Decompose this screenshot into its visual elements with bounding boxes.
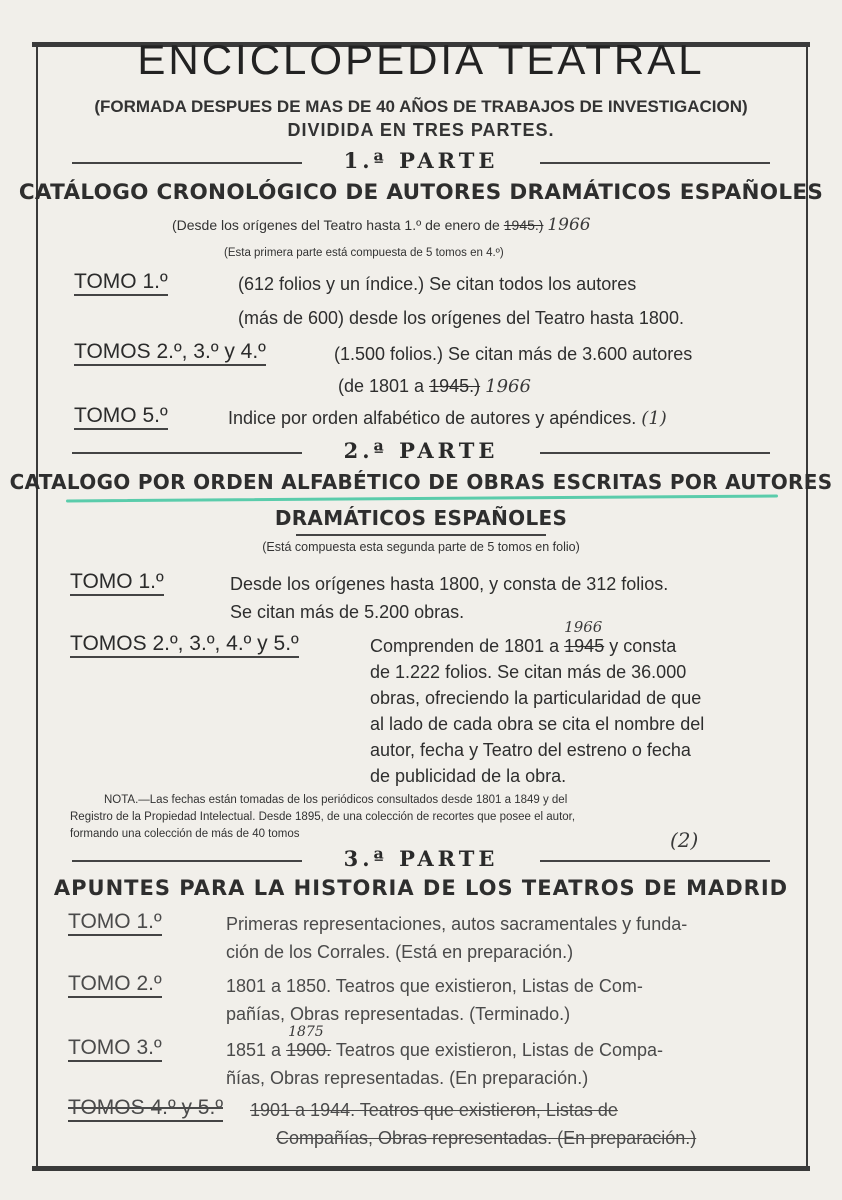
nota-line2: Registro de la Propiedad Intelectual. Desde 1895, de una colección de recortes que posee el autor, bbox=[70, 811, 576, 823]
part3-heading: APUNTES PARA LA HISTORIA DE LOS TEATROS DE MADRID bbox=[53, 876, 789, 900]
part1-tomo5-line1: Indice por orden alfabético de autores y apéndices. (1) bbox=[228, 408, 667, 429]
part1-tomo1-label: TOMO 1.º bbox=[74, 270, 168, 294]
part3-tomo1-line1: Primeras representaciones, autos sacramentales y funda- bbox=[226, 914, 688, 934]
part2-tomos2345-line1: Comprenden de 1801 a 1945 1966 y consta bbox=[370, 618, 677, 656]
part2-tomo1-line2: Se citan más de 5.200 obras. bbox=[230, 602, 465, 622]
page-title: ENCICLOPEDIA TEATRAL bbox=[137, 36, 705, 83]
part3-tomo2-line2: pañías, Obras representadas. (Terminado.) bbox=[226, 1004, 571, 1024]
part1-note1: (Desde los orígenes del Teatro hasta 1.º de enero de 1945.) 1966 bbox=[172, 215, 591, 235]
part1-tomo5-label: TOMO 5.º bbox=[74, 404, 168, 428]
part2-tomos2345-line2: de 1.222 folios. Se citan más de 36.000 bbox=[370, 662, 687, 682]
part1-heading: CATÁLOGO CRONOLÓGICO DE AUTORES DRAMÁTICOS ESPAÑOLES bbox=[18, 180, 824, 205]
part3-tomo1-line2: ción de los Corrales. (Está en preparación.) bbox=[226, 942, 574, 962]
part2-tomos2345-line5: autor, fecha y Teatro del estreno o fecha bbox=[370, 740, 691, 760]
part3-tomos45-label: TOMOS 4.º y 5.º bbox=[68, 1096, 223, 1120]
part2-heading-line1: CATALOGO POR ORDEN ALFABÉTICO DE OBRAS ESCRITAS POR AUTORES bbox=[9, 470, 833, 494]
part1-label: 1.ª PARTE bbox=[343, 148, 499, 173]
part2-tomos2345-line3: obras, ofreciendo la particularidad de que bbox=[370, 688, 702, 708]
part1-tomo1-line2: (más de 600) desde los orígenes del Teatro hasta 1800. bbox=[238, 308, 684, 328]
part3-tomo2-line1: 1801 a 1850. Teatros que existieron, Listas de Com- bbox=[226, 976, 643, 996]
part2-tomos2345-line4: al lado de cada obra se cita el nombre del bbox=[370, 714, 705, 734]
bottom-border bbox=[32, 1166, 810, 1171]
right-border bbox=[806, 47, 808, 1166]
part2-rule-under bbox=[296, 534, 546, 536]
part3-tomo2-label: TOMO 2.º bbox=[68, 972, 162, 996]
part3-tomo1-label: TOMO 1.º bbox=[68, 910, 162, 934]
part1-note2: (Esta primera parte está compuesta de 5 tomos en 4.º) bbox=[224, 247, 504, 259]
subtitle-formada: (FORMADA DESPUES DE MAS DE 40 AÑOS DE TRABAJOS DE INVESTIGACION) bbox=[94, 97, 748, 116]
part3-label: 3.ª PARTE bbox=[343, 846, 499, 871]
nota-handwritten-mark: (2) bbox=[670, 828, 699, 852]
part3-tomos45-line2: Compañías, Obras representadas. (En preparación.) bbox=[276, 1128, 697, 1148]
part2-tomos2345-line6: de publicidad de la obra. bbox=[370, 766, 567, 786]
green-highlight-underline bbox=[66, 495, 778, 503]
part2-tomo1-label: TOMO 1.º bbox=[70, 570, 164, 594]
part3-tomo3-line1: 1851 a 1900. 1875 Teatros que existieron, Listas de Compa- bbox=[226, 1024, 663, 1060]
part1-tomos234-label: TOMOS 2.º, 3.º y 4.º bbox=[74, 340, 266, 364]
nota-line1: NOTA.—Las fechas están tomadas de los periódicos consultados desde 1801 a 1849 y del bbox=[104, 794, 568, 806]
part1-tomos234-line2: (de 1801 a 1945.) 1966 bbox=[338, 376, 531, 397]
part2-heading-line2: DRAMÁTICOS ESPAÑOLES bbox=[274, 506, 568, 530]
part3-tomo3-line2: ñías, Obras representadas. (En preparación.) bbox=[226, 1068, 589, 1088]
part2-tomo1-line1: Desde los orígenes hasta 1800, y consta de 312 folios. bbox=[230, 574, 669, 594]
part2-tomos2345-label: TOMOS 2.º, 3.º, 4.º y 5.º bbox=[70, 632, 299, 656]
part3-tomos45-line1: 1901 a 1944. Teatros que existieron, Listas de bbox=[250, 1100, 618, 1120]
nota-line3: formando una colección de más de 40 tomos bbox=[70, 828, 300, 840]
left-border bbox=[36, 47, 38, 1166]
subtitle-dividida: DIVIDIDA EN TRES PARTES. bbox=[287, 120, 555, 140]
part3-tomo3-label: TOMO 3.º bbox=[68, 1036, 162, 1060]
part1-tomo1-line1: (612 folios y un índice.) Se citan todos los autores bbox=[238, 274, 637, 294]
part1-tomos234-line1: (1.500 folios.) Se citan más de 3.600 autores bbox=[334, 344, 693, 364]
part2-note: (Está compuesta esta segunda parte de 5 tomos en folio) bbox=[262, 540, 580, 554]
part2-label: 2.ª PARTE bbox=[343, 438, 499, 463]
